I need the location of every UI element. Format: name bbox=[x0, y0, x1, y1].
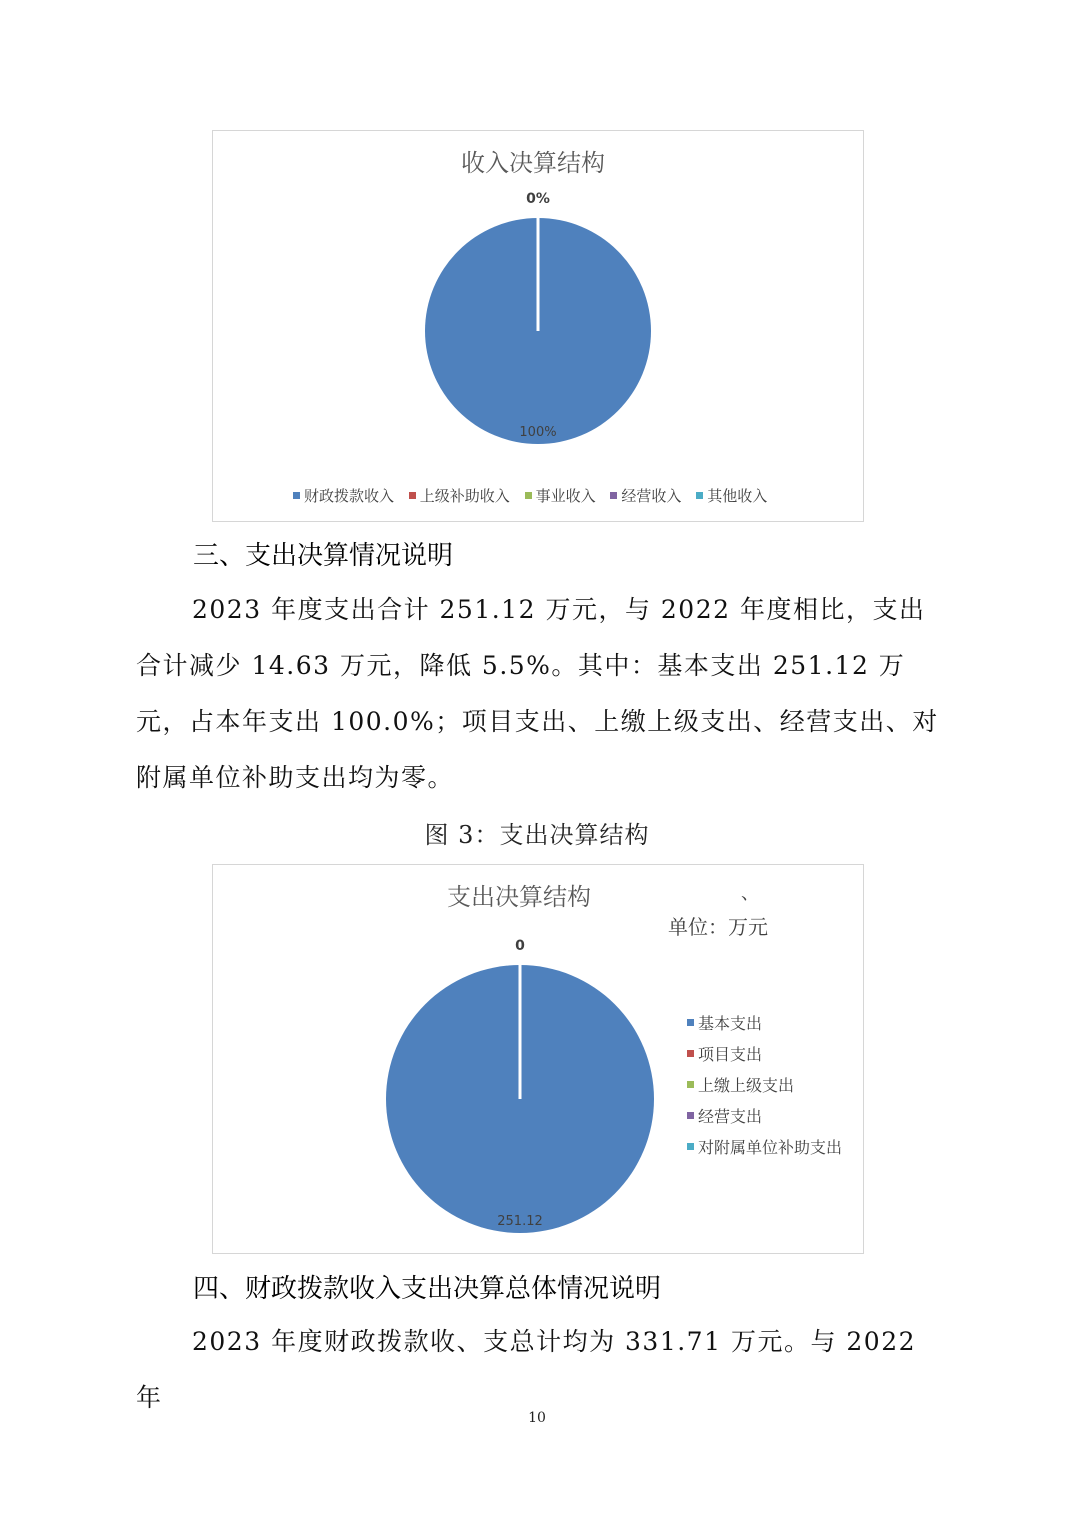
legend-label: 基本支出 bbox=[698, 1014, 763, 1033]
legend-swatch bbox=[696, 492, 703, 499]
section-heading-fiscal: 四、财政拨款收入支出决算总体情况说明 bbox=[193, 1274, 662, 1304]
legend-item bbox=[687, 1135, 842, 1158]
legend-item bbox=[687, 1104, 842, 1127]
legend-label: 其他收入 bbox=[707, 487, 768, 505]
expenditure-structure-chart bbox=[212, 864, 864, 1254]
legend-item bbox=[293, 485, 394, 506]
legend-item bbox=[409, 485, 510, 506]
legend-label: 财政拨款收入 bbox=[304, 487, 395, 505]
income-pie-svg bbox=[213, 131, 863, 521]
legend-label: 对附属单位补助支出 bbox=[698, 1138, 843, 1157]
legend-swatch bbox=[409, 492, 416, 499]
legend-label: 项目支出 bbox=[698, 1045, 763, 1064]
expenditure-paragraph: 2023 年度支出合计 251.12 万元，与 2022 年度相比，支出合计减少 14.63 万元，降低 5.5%。其中：基本支出 251.12 万元，占本年支出 100.0%；项目支出、上缴上级支出、经营支出、对附属单位补助支出均为零。 bbox=[136, 595, 939, 792]
legend-label: 上级补助收入 bbox=[419, 487, 510, 505]
figure-caption: 图 3：支出决算结构 bbox=[424, 821, 650, 849]
chart-title: 支出决算结构 bbox=[447, 883, 591, 911]
legend-swatch bbox=[687, 1081, 694, 1088]
data-label-bottom: 100% bbox=[519, 425, 557, 440]
legend-swatch bbox=[610, 492, 617, 499]
section-heading-expenditure: 三、支出决算情况说明 bbox=[193, 541, 454, 571]
legend-item bbox=[687, 1042, 842, 1065]
chart-legend bbox=[687, 1011, 842, 1166]
legend-swatch bbox=[687, 1019, 694, 1026]
legend-swatch bbox=[293, 492, 300, 499]
legend-item bbox=[687, 1011, 842, 1034]
data-label-bottom: 251.12 bbox=[497, 1214, 543, 1229]
page-number: 10 bbox=[528, 1410, 546, 1426]
income-structure-chart bbox=[212, 130, 864, 522]
legend-swatch bbox=[687, 1143, 694, 1150]
legend-item bbox=[687, 1073, 842, 1096]
data-label-top: 0% bbox=[526, 191, 550, 207]
chart-unit-label: 单位：万元 bbox=[668, 915, 768, 939]
legend-item bbox=[696, 485, 767, 506]
chart-title: 收入决算结构 bbox=[461, 149, 605, 177]
legend-label: 经营支出 bbox=[698, 1107, 763, 1126]
legend-swatch bbox=[687, 1050, 694, 1057]
legend-label: 上缴上级支出 bbox=[698, 1076, 795, 1095]
fiscal-paragraph: 2023 年度财政拨款收、支总计均为 331.71 万元。与 2022 年 bbox=[136, 1327, 917, 1412]
legend-label: 事业收入 bbox=[535, 487, 596, 505]
legend-swatch bbox=[525, 492, 532, 499]
chart-legend bbox=[293, 485, 777, 506]
legend-item bbox=[610, 485, 681, 506]
legend-label: 经营收入 bbox=[621, 487, 682, 505]
chart-mark: 、 bbox=[741, 883, 759, 904]
legend-item bbox=[525, 485, 596, 506]
legend-swatch bbox=[687, 1112, 694, 1119]
data-label-top: 0 bbox=[515, 938, 525, 954]
